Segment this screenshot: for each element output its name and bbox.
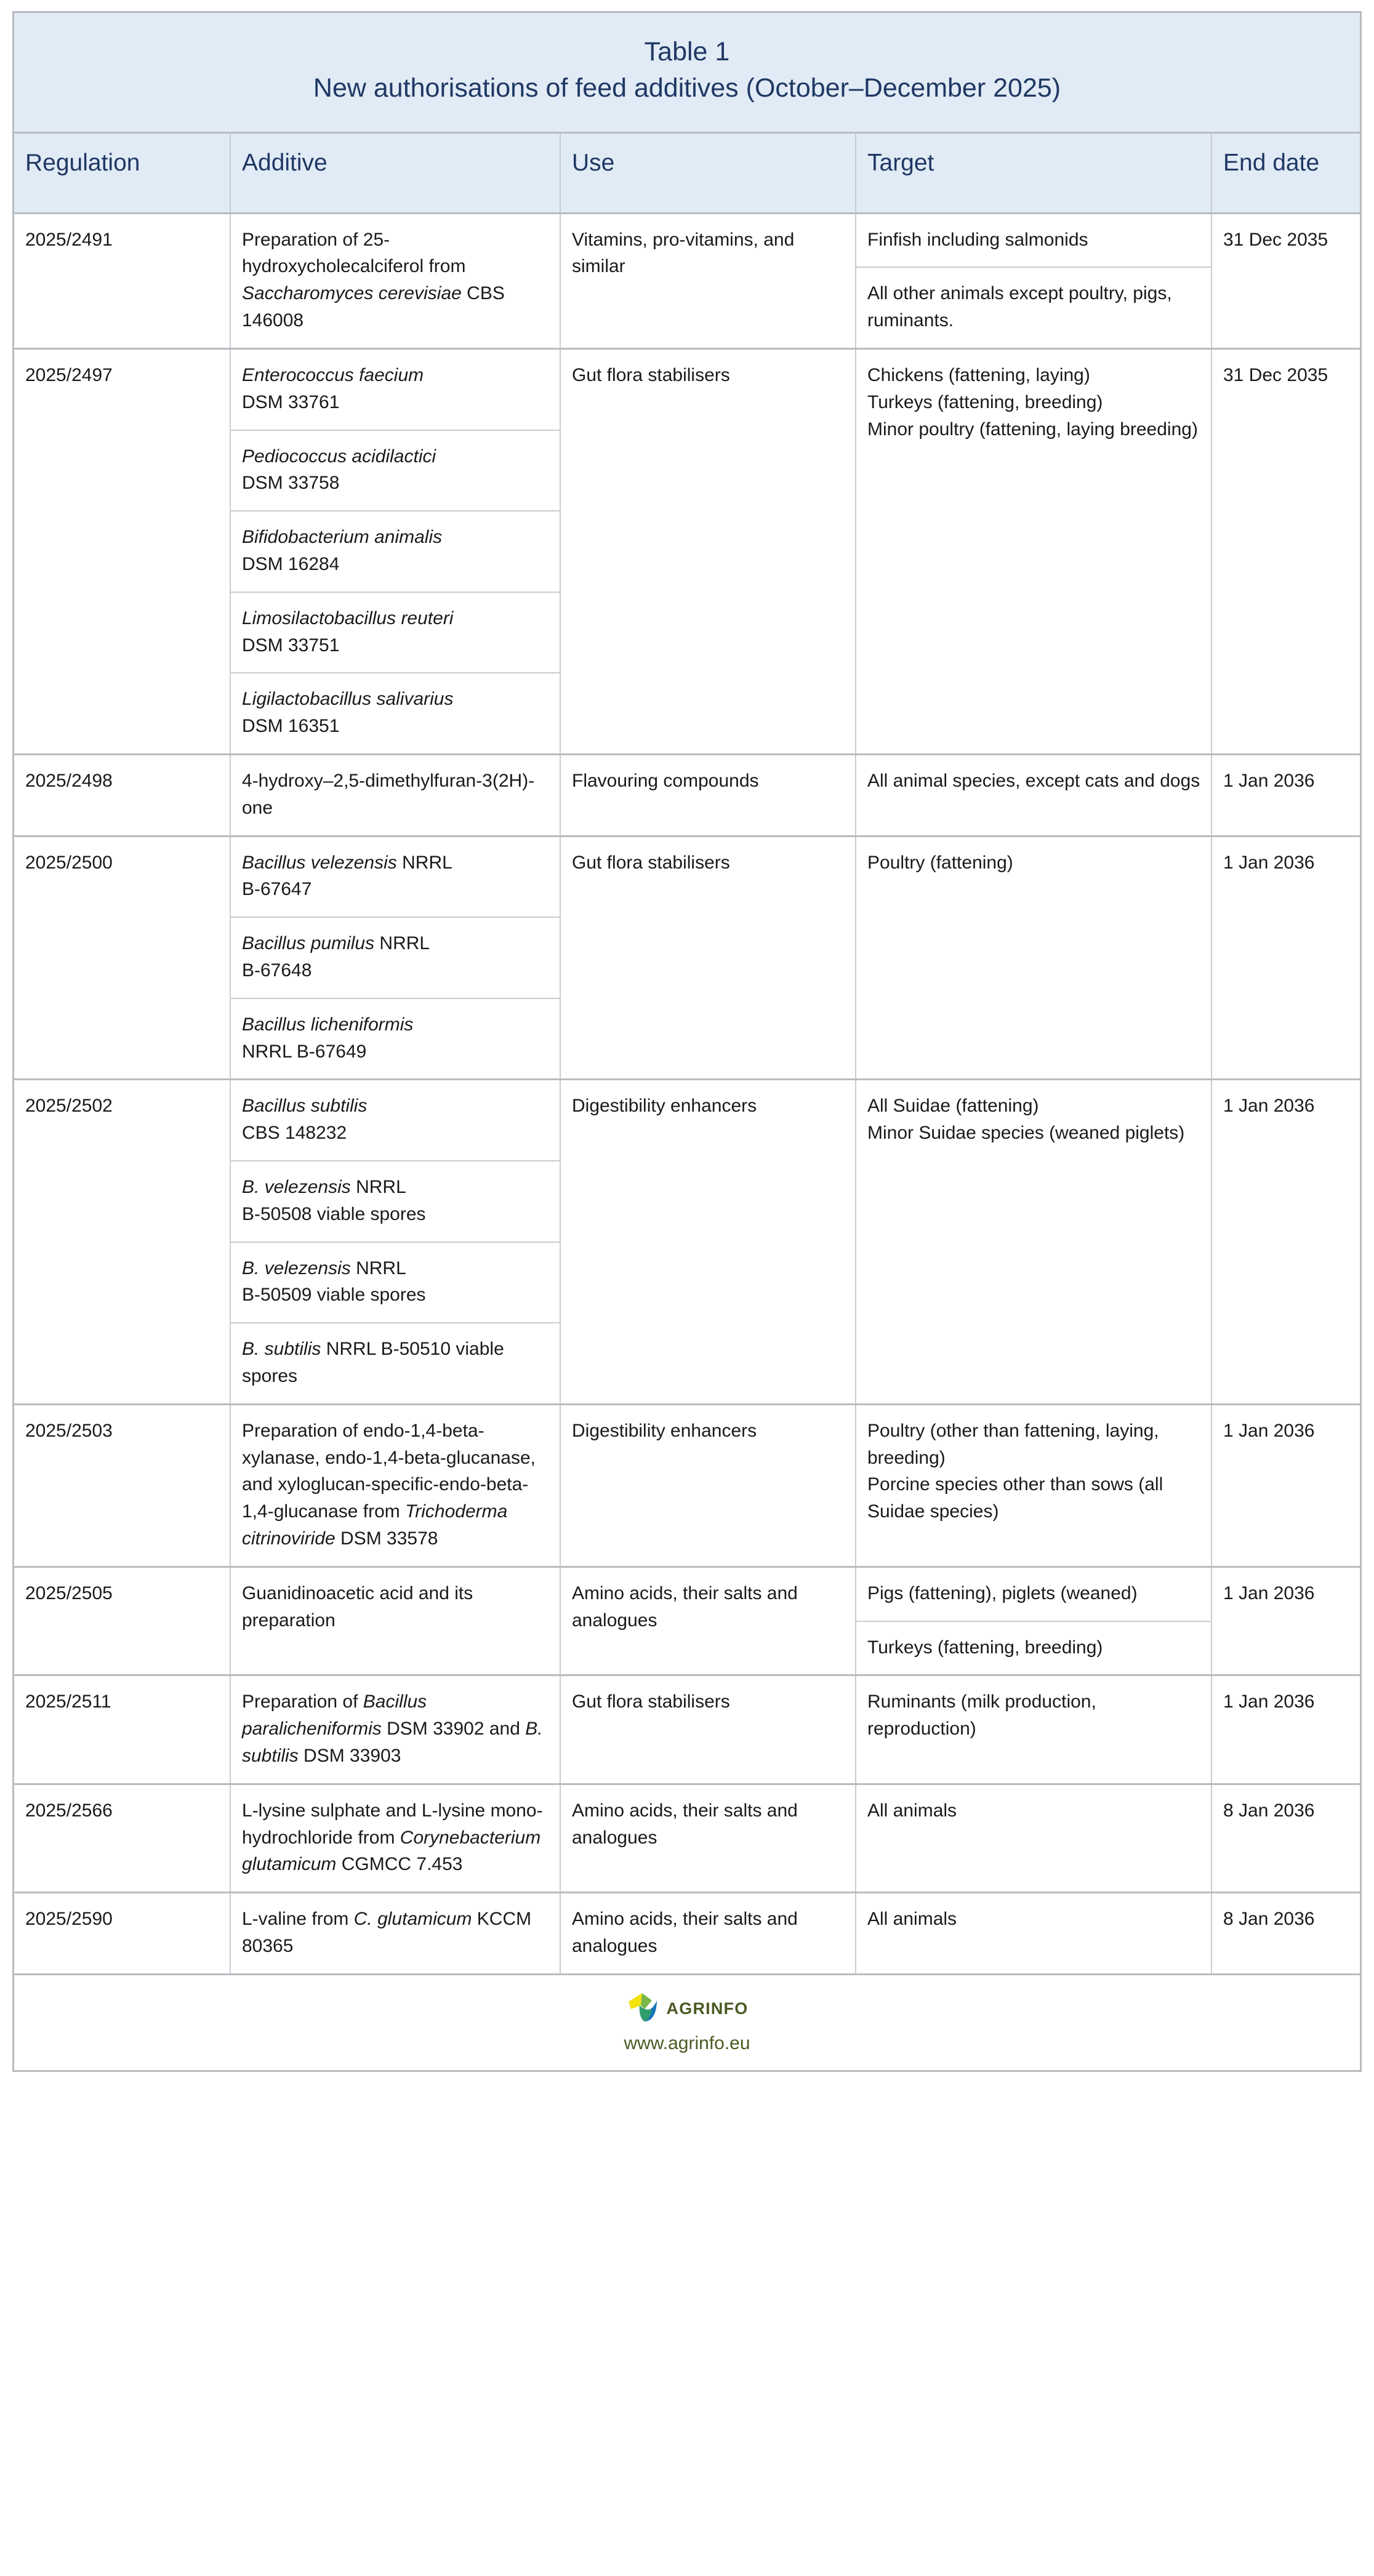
cell-end-date: 1 Jan 2036 (1223, 1420, 1315, 1441)
agrinfo-logo (14, 1990, 1360, 2028)
column-header-end-date: End date (1223, 149, 1320, 176)
table-title-band (14, 13, 1360, 134)
cell-end-date: 31 Dec 2035 (1223, 365, 1328, 386)
cell-target (856, 214, 1212, 348)
target-entry: Turkeys (fattening, breeding) (867, 1637, 1103, 1658)
cell-target: All animals (856, 1785, 1212, 1892)
cell-target: Poultry (other than fattening, laying, breeding) Porcine species other than sows (all Suidae species) (856, 1405, 1212, 1566)
cell-target (856, 1568, 1212, 1675)
cell-additive: Guanidinoacetic acid and its preparation (231, 1568, 561, 1675)
cell-additive (231, 837, 561, 1079)
cell-regulation: 2025/2511 (14, 1676, 231, 1783)
cell-use: Amino acids, their salts and analogues (561, 1785, 856, 1892)
target-entry: Finfish including salmonids (856, 214, 1211, 268)
cell-use: Gut flora stabilisers (561, 350, 856, 753)
table-row (14, 1893, 1360, 1973)
cell-target: All Suidae (fattening) Minor Suidae species (weaned piglets) (856, 1080, 1212, 1403)
cell-regulation: 2025/2500 (14, 837, 231, 1079)
additive-entry: Pediococcus acidilactici DSM 33758 (231, 431, 560, 512)
agrinfo-wordmark: AGRINFO (666, 1999, 749, 2018)
table-row (14, 837, 1360, 1081)
additive-entry: Enterococcus faecium DSM 33761 (231, 350, 560, 431)
cell-additive: L-valine from C. glutamicum KCCM 80365 (231, 1893, 561, 1973)
column-header-target: Target (856, 134, 1212, 212)
additive-entry: Ligilactobacillus salivarius DSM 16351 (242, 689, 454, 737)
table-header-row (14, 134, 1360, 214)
cell-use: Digestibility enhancers (561, 1405, 856, 1566)
agrinfo-bird-icon (626, 1991, 662, 2027)
additive-entry: B. subtilis NRRL B-50510 viable spores (242, 1339, 504, 1386)
target-entry: Pigs (fattening), piglets (weaned) (856, 1568, 1211, 1622)
cell-end-date: 1 Jan 2036 (1223, 1096, 1315, 1117)
cell-end-date: 31 Dec 2035 (1223, 229, 1328, 250)
cell-use: Digestibility enhancers (561, 1080, 856, 1403)
cell-end-date: 1 Jan 2036 (1223, 1583, 1315, 1603)
table-row (14, 1080, 1360, 1405)
table-number: Table 1 (644, 37, 730, 66)
cell-use: Flavouring compounds (561, 755, 856, 835)
table-row (14, 1676, 1360, 1784)
cell-additive: Preparation of Bacillus paralicheniformis DSM 33902 and B. subtilis DSM 33903 (231, 1676, 561, 1783)
table-row (14, 350, 1360, 755)
table-row (14, 755, 1360, 837)
additive-entry: B. velezensis NRRL B-50509 viable spores (231, 1243, 560, 1324)
table-row (14, 1568, 1360, 1677)
column-header-additive: Additive (231, 134, 561, 212)
cell-regulation: 2025/2497 (14, 350, 231, 753)
table-row (14, 214, 1360, 350)
table-footer (14, 1973, 1360, 2070)
cell-target: Ruminants (milk production, reproduction) (856, 1676, 1212, 1783)
cell-regulation: 2025/2503 (14, 1405, 231, 1566)
cell-end-date: 1 Jan 2036 (1223, 771, 1315, 792)
cell-additive: Preparation of 25-hydroxycholecalciferol from Saccharomyces cerevisiae CBS 146008 (231, 214, 561, 348)
column-header-use: Use (561, 134, 856, 212)
cell-end-date: 8 Jan 2036 (1223, 1909, 1315, 1930)
cell-regulation: 2025/2505 (14, 1568, 231, 1675)
additive-entry: B. velezensis NRRL B-50508 viable spores (231, 1162, 560, 1243)
column-header-regulation: Regulation (14, 134, 231, 212)
table-row (14, 1405, 1360, 1568)
additive-entry: Limosilactobacillus reuteri DSM 33751 (231, 593, 560, 674)
cell-end-date: 1 Jan 2036 (1223, 852, 1315, 873)
cell-regulation: 2025/2566 (14, 1785, 231, 1892)
additive-entry: Bacillus velezensis NRRL B-67647 (231, 837, 560, 918)
additive-entry: Bacillus licheniformis NRRL B-67649 (242, 1014, 414, 1062)
additive-entry: Bacillus pumilus NRRL B-67648 (231, 918, 560, 999)
cell-target: All animal species, except cats and dogs (856, 755, 1212, 835)
additive-entry: Bacillus subtilis CBS 148232 (231, 1080, 560, 1162)
cell-additive: 4-hydroxy–2,5-dimethylfuran-3(2H)-one (231, 755, 561, 835)
cell-use: Gut flora stabilisers (561, 1676, 856, 1783)
additive-entry: Bifidobacterium animalis DSM 16284 (231, 512, 560, 593)
cell-additive (231, 1080, 561, 1403)
feed-additives-table (12, 11, 1362, 2072)
cell-end-date: 8 Jan 2036 (1223, 1800, 1315, 1821)
cell-use: Vitamins, pro-vitamins, and similar (561, 214, 856, 348)
cell-regulation: 2025/2498 (14, 755, 231, 835)
agrinfo-url[interactable]: www.agrinfo.eu (624, 2032, 750, 2053)
table-caption: New authorisations of feed additives (October–December 2025) (313, 73, 1061, 103)
table-row (14, 1785, 1360, 1893)
cell-end-date: 1 Jan 2036 (1223, 1691, 1315, 1712)
table-body (14, 214, 1360, 1973)
cell-target: Poultry (fattening) (856, 837, 1212, 1079)
cell-use: Gut flora stabilisers (561, 837, 856, 1079)
cell-additive: Preparation of endo-1,4-beta-xylanase, endo-1,4-beta-glucanase, and xyloglucan-specific-endo-beta-1,4-glucanase from Trichoderma citrinoviride DSM 33578 (231, 1405, 561, 1566)
cell-target: All animals (856, 1893, 1212, 1973)
target-entry: All other animals except poultry, pigs, ruminants. (867, 283, 1172, 331)
cell-target: Chickens (fattening, laying) Turkeys (fattening, breeding) Minor poultry (fattening, laying breeding) (856, 350, 1212, 753)
cell-additive (231, 350, 561, 753)
cell-regulation: 2025/2502 (14, 1080, 231, 1403)
cell-regulation: 2025/2590 (14, 1893, 231, 1973)
cell-use: Amino acids, their salts and analogues (561, 1893, 856, 1973)
cell-additive: L-lysine sulphate and L-lysine mono-hydrochloride from Corynebacterium glutamicum CGMCC 7.453 (231, 1785, 561, 1892)
cell-regulation: 2025/2491 (14, 214, 231, 348)
cell-use: Amino acids, their salts and analogues (561, 1568, 856, 1675)
